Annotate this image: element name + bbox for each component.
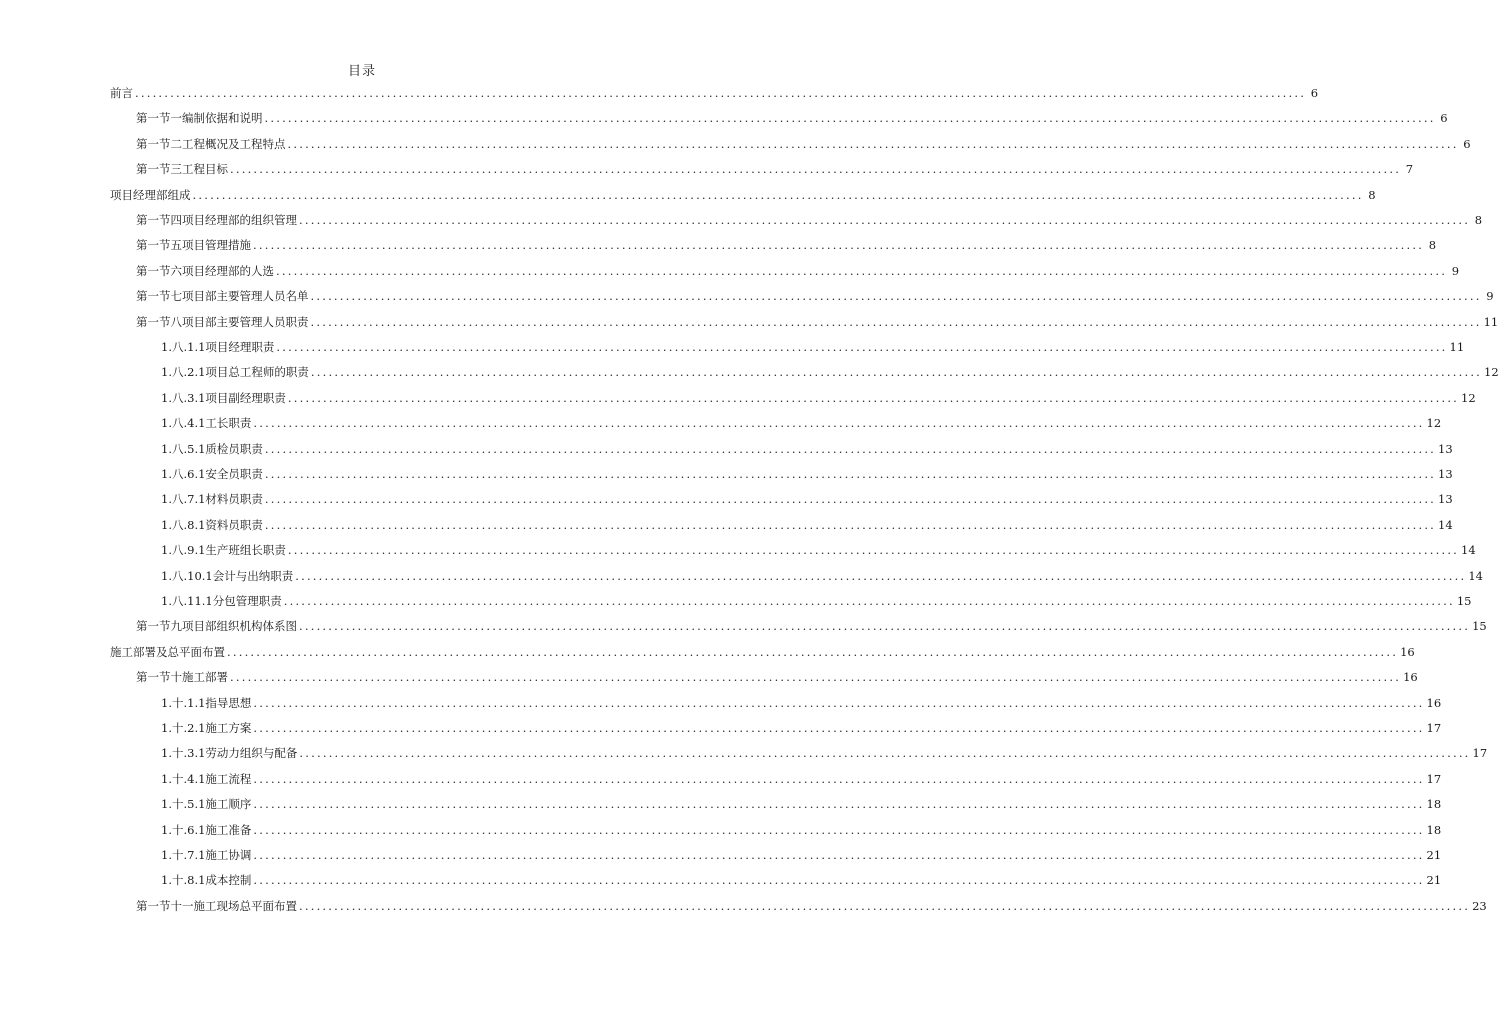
toc-entry-number: 1.十.4.1	[161, 771, 206, 786]
toc-entry[interactable]	[136, 307, 1499, 329]
toc-leader-dots: ........................................................................................................................................................................................................	[299, 619, 1471, 634]
toc-entry-number: 1.八.9.1	[161, 543, 206, 558]
toc-entry-number: 第一节九	[136, 619, 182, 634]
toc-entry[interactable]	[161, 357, 1499, 380]
toc-entry-number: 1.十.7.1	[161, 848, 206, 862]
toc-entry-page: 6	[1440, 111, 1448, 126]
toc-leader-dots: ........................................................................................................................................................................................................	[253, 721, 1425, 735]
toc-entry-number: 第一节一	[136, 111, 182, 126]
toc-entry-title: 施工方案	[205, 721, 252, 735]
toc-entry-number: 第一节二	[136, 136, 182, 151]
toc-leader-dots: ........................................................................................................................................................................................................	[264, 517, 1437, 532]
toc-entry-page: 13	[1438, 467, 1453, 481]
toc-entry-page: 8	[1428, 238, 1437, 253]
toc-leader-dots: ........................................................................................................................................................................................................	[135, 86, 1307, 100]
toc-leader-dots: ........................................................................................................................................................................................................	[230, 670, 1402, 685]
toc-entry-number: 第一节七	[136, 289, 182, 304]
toc-entry-page: 14	[1438, 517, 1453, 532]
toc-entry-page: 6	[1463, 136, 1471, 151]
toc-leader-dots: ........................................................................................................................................................................................................	[299, 746, 1471, 761]
toc-entry[interactable]	[136, 230, 1437, 253]
toc-entry-number: 1.十.2.1	[161, 721, 206, 735]
toc-entry-number: 1.十.5.1	[161, 797, 206, 812]
toc-leader-dots: ........................................................................................................................................................................................................	[287, 136, 1459, 151]
toc-entry-number: 1.十.8.1	[161, 873, 206, 888]
toc-entry-number: 1.八.4.1	[161, 416, 206, 431]
toc-entry-title: 项目部主要管理人员名单	[182, 289, 309, 304]
toc-entry-number: 1.八.2.1	[161, 365, 206, 380]
toc-leader-dots: ........................................................................................................................................................................................................	[253, 416, 1425, 431]
toc-entry[interactable]	[136, 611, 1487, 634]
toc-entry[interactable]	[161, 434, 1453, 456]
toc-entry-number: 第一节四	[136, 213, 182, 227]
toc-entry-page: 15	[1472, 619, 1487, 634]
toc-entry-page: 21	[1426, 848, 1442, 862]
toc-entry-number: 1.十.6.1	[161, 822, 206, 837]
toc-entry-title: 劳动力组织与配备	[205, 746, 298, 761]
toc-entry-page: 16	[1403, 670, 1418, 685]
toc-entry-page: 6	[1310, 86, 1319, 100]
toc-entry-page: 12	[1484, 365, 1499, 380]
toc-entry-title: 项目经理部组成	[110, 187, 191, 202]
toc-entry-title: 项目总工程师的职责	[205, 365, 309, 380]
toc-entry-page: 8	[1368, 187, 1376, 202]
toc-entry-title: 施工现场总平面布置	[193, 898, 297, 913]
toc-entry-page: 15	[1456, 594, 1472, 608]
toc-entry-page: 14	[1468, 568, 1483, 583]
toc-entry-page: 8	[1474, 213, 1483, 227]
toc-entry-title: 工程概况及工程特点	[182, 136, 286, 151]
toc-entry-page: 21	[1426, 873, 1442, 888]
toc-entry[interactable]	[161, 408, 1442, 431]
toc-entry-title: 资料员职责	[205, 517, 263, 532]
toc-entry-number: 1.八.11.1	[161, 594, 213, 608]
toc-entry[interactable]	[136, 129, 1471, 151]
toc-entry-page: 13	[1438, 492, 1453, 507]
toc-entry[interactable]	[161, 713, 1442, 735]
toc-entry[interactable]	[161, 535, 1476, 558]
toc-entry[interactable]	[136, 256, 1460, 278]
toc-entry-title: 安全员职责	[205, 467, 263, 481]
toc-leader-dots: ........................................................................................................................................................................................................	[295, 568, 1467, 583]
toc-entry[interactable]	[136, 281, 1494, 304]
toc-entry-title: 材料员职责	[205, 492, 263, 507]
toc-title: 目录	[347, 64, 376, 79]
toc-entry-page: 9	[1486, 289, 1494, 304]
toc-leader-dots: ........................................................................................................................................................................................................	[310, 365, 1483, 380]
toc-entry[interactable]	[110, 180, 1376, 202]
toc-entry-page: 14	[1461, 543, 1476, 558]
toc-leader-dots: ........................................................................................................................................................................................................	[253, 822, 1425, 837]
toc-entry[interactable]	[136, 154, 1414, 177]
toc-entry[interactable]	[161, 865, 1442, 888]
toc-leader-dots: ........................................................................................................................................................................................................	[283, 594, 1455, 608]
toc-entry-page: 16	[1400, 644, 1415, 659]
toc-leader-dots: ........................................................................................................................................................................................................	[253, 238, 1425, 253]
toc-entry-title: 施工协调	[205, 848, 252, 862]
toc-entry-title: 项目经理部的组织管理	[182, 213, 297, 227]
toc-entry-title: 施工顺序	[205, 797, 252, 812]
toc-entry-page: 18	[1426, 822, 1442, 837]
toc-leader-dots: ........................................................................................................................................................................................................	[264, 492, 1437, 507]
toc-entry[interactable]	[161, 688, 1442, 710]
toc-leader-dots: ........................................................................................................................................................................................................	[310, 314, 1482, 329]
toc-entry[interactable]	[161, 383, 1476, 405]
toc-entry[interactable]	[136, 103, 1448, 126]
toc-entry-page: 13	[1438, 441, 1453, 456]
toc-entry-title: 施工准备	[205, 822, 252, 837]
toc-entry-title: 前言	[110, 86, 133, 100]
toc-leader-dots: ........................................................................................................................................................................................................	[299, 898, 1471, 913]
toc-entry[interactable]	[161, 586, 1472, 608]
toc-entry[interactable]	[136, 205, 1483, 227]
toc-entry[interactable]	[161, 561, 1483, 583]
toc-entry-title: 生产班组长职责	[205, 543, 286, 558]
toc-entry-title: 项目管理措施	[182, 238, 251, 253]
toc-entry-title: 成本控制	[205, 873, 252, 888]
toc-leader-dots: ........................................................................................................................................................................................................	[264, 441, 1437, 456]
toc-entry[interactable]	[161, 484, 1453, 507]
toc-entry-number: 第一节三	[136, 162, 182, 177]
toc-leader-dots: ........................................................................................................................................................................................................	[276, 263, 1448, 278]
toc-leader-dots: ........................................................................................................................................................................................................	[287, 543, 1460, 558]
toc-entry-number: 1.八.3.1	[161, 390, 206, 405]
toc-entry-page: 9	[1451, 263, 1460, 278]
toc-leader-dots: ........................................................................................................................................................................................................	[287, 390, 1460, 405]
toc-entry-page: 17	[1426, 771, 1442, 786]
toc-entry-number: 第一节六	[136, 263, 182, 278]
toc-entry-number: 1.十.1.1	[161, 695, 206, 710]
toc-leader-dots: ........................................................................................................................................................................................................	[227, 644, 1399, 659]
toc-leader-dots: ........................................................................................................................................................................................................	[253, 771, 1425, 786]
toc-leader-dots: ........................................................................................................................................................................................................	[276, 340, 1448, 354]
toc-entry-number: 1.八.6.1	[161, 467, 206, 481]
toc-entry-page: 11	[1449, 340, 1465, 354]
toc-entry-number: 1.八.5.1	[161, 441, 206, 456]
toc-leader-dots: ........................................................................................................................................................................................................	[253, 695, 1425, 710]
toc-entry-page: 7	[1405, 162, 1414, 177]
toc-entry[interactable]	[110, 78, 1319, 100]
toc-entry[interactable]	[161, 815, 1442, 837]
toc-entry-title: 质检员职责	[205, 441, 263, 456]
toc-entry-title: 施工部署及总平面布置	[110, 644, 225, 659]
toc-entry-title: 项目部主要管理人员职责	[182, 314, 309, 329]
toc-entry[interactable]	[110, 637, 1415, 659]
toc-entry-title: 施工流程	[205, 771, 252, 786]
toc-entry-number: 1.八.8.1	[161, 517, 206, 532]
toc-entry[interactable]	[161, 738, 1488, 761]
toc-entry[interactable]	[161, 510, 1453, 532]
toc-entry-number: 第一节五	[136, 238, 182, 253]
toc-entry-title: 施工部署	[182, 670, 228, 685]
toc-entry-title: 项目部组织机构体系图	[182, 619, 297, 634]
toc-entry-title: 项目经理部的人选	[182, 263, 274, 278]
toc-entry-number: 第一节八	[136, 314, 182, 329]
toc-entry-title: 工程目标	[182, 162, 228, 177]
toc-leader-dots: ........................................................................................................................................................................................................	[192, 187, 1364, 202]
toc-entry-page: 23	[1472, 898, 1487, 913]
toc-entry[interactable]	[161, 840, 1442, 862]
toc-entry[interactable]	[136, 891, 1487, 913]
toc-entry-number: 1.八.10.1	[161, 568, 213, 583]
toc-entry[interactable]	[161, 789, 1442, 812]
toc-entry-number: 第一节十一	[136, 898, 194, 913]
toc-leader-dots: ........................................................................................................................................................................................................	[253, 873, 1425, 888]
toc-entry-title: 编制依据和说明	[182, 111, 263, 126]
toc-entry-page: 11	[1483, 314, 1499, 329]
toc-leader-dots: ........................................................................................................................................................................................................	[264, 111, 1436, 126]
toc-entry-page: 16	[1426, 695, 1442, 710]
toc-leader-dots: ........................................................................................................................................................................................................	[253, 848, 1425, 862]
toc-entry-page: 12	[1461, 390, 1476, 405]
toc-entry-number: 第一节十	[136, 670, 182, 685]
toc-entry-title: 会计与出纳职责	[212, 568, 294, 583]
toc-entry[interactable]	[161, 332, 1465, 354]
toc-entry-number: 1.八.7.1	[161, 492, 206, 507]
toc-entry-title: 项目副经理职责	[205, 390, 286, 405]
toc-entry-page: 17	[1426, 721, 1442, 735]
toc-entry-number: 1.八.1.1	[161, 340, 206, 354]
toc-entry-title: 指导思想	[205, 695, 252, 710]
toc-entry-page: 12	[1426, 416, 1442, 431]
toc-entry-page: 17	[1472, 746, 1488, 761]
toc-entry-page: 18	[1426, 797, 1442, 812]
toc-entry[interactable]	[161, 459, 1453, 481]
toc-leader-dots: ........................................................................................................................................................................................................	[230, 162, 1402, 177]
toc-leader-dots: ........................................................................................................................................................................................................	[264, 467, 1437, 481]
toc-leader-dots: ........................................................................................................................................................................................................	[253, 797, 1425, 812]
toc-entry-title: 分包管理职责	[212, 594, 282, 608]
toc-entry-title: 工长职责	[205, 416, 252, 431]
toc-entry[interactable]	[136, 662, 1418, 685]
toc-entry-number: 1.十.3.1	[161, 746, 206, 761]
toc-leader-dots: ........................................................................................................................................................................................................	[299, 213, 1471, 227]
toc-leader-dots: ........................................................................................................................................................................................................	[310, 289, 1482, 304]
toc-entry-title: 项目经理职责	[205, 340, 275, 354]
toc-entry[interactable]	[161, 764, 1442, 786]
